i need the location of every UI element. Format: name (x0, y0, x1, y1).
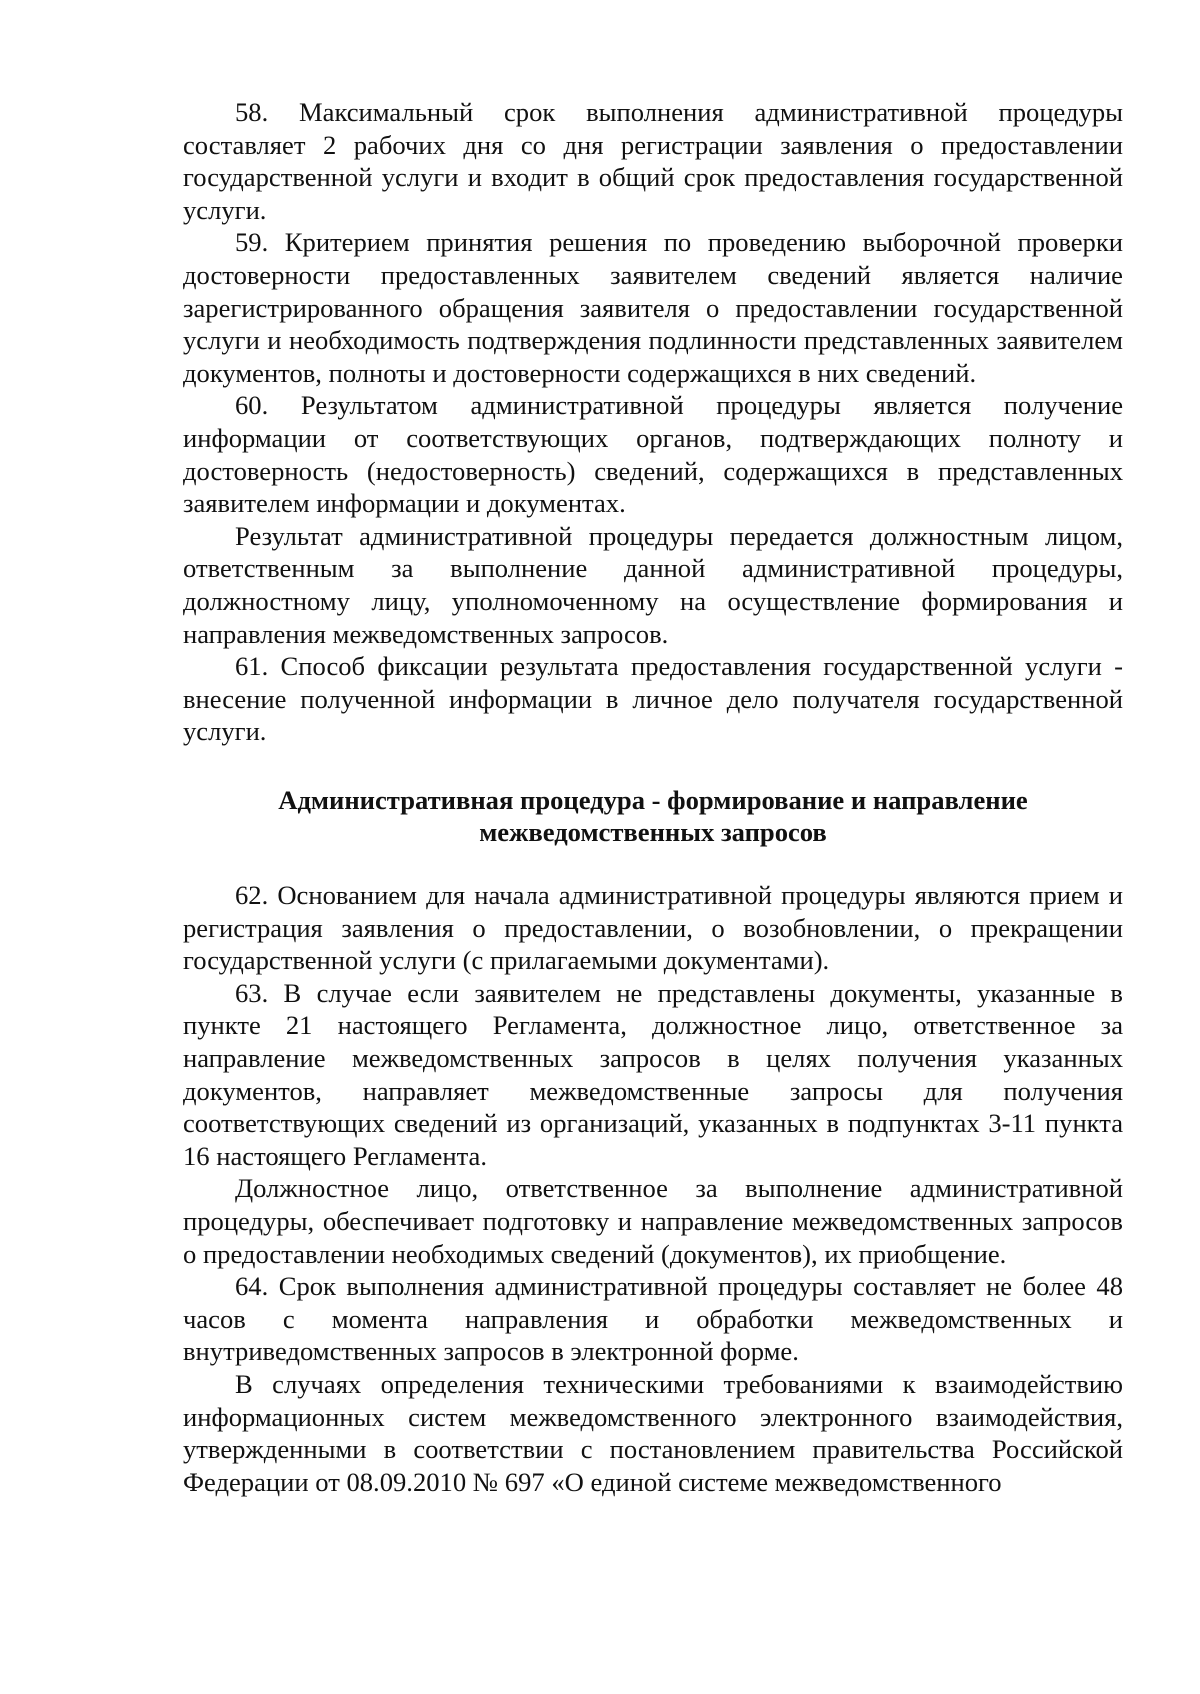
paragraph-62: 62. Основанием для начала административной процедуры являются прием и регистрация заявления о предоставлении, о возобновлении, о прекращении государственной услуги (с прилагаемыми документами). (183, 880, 1123, 976)
paragraph-59: 59. Критерием принятия решения по проведению выборочной проверки достоверности предоставленных заявителем сведений является наличие зарегистрированного обращения заявителя о предоставлении государственной услуги и необходимость подтверждения подлинности представленных заявителем документов, полноты и достоверности содержащихся в них сведений. (183, 227, 1123, 388)
section-heading-line-1: Административная процедура - формирование и направление (278, 784, 1028, 815)
section-heading (183, 784, 1123, 849)
document-page (183, 96, 1123, 1498)
section-heading-line-2: межведомственных запросов (479, 817, 827, 848)
paragraph-63-official: Должностное лицо, ответственное за выполнение административной процедуры, обеспечивает подготовку и направление межведомственных запросов о предоставлении необходимых сведений (документов), их приобщение. (183, 1173, 1123, 1269)
paragraph-64-cases: В случаях определения техническими требованиями к взаимодействию информационных систем межведомственного электронного взаимодействия, утвержденными в соответствии с постановлением правительства Российской Федерации от 08.09.2010 № 697 «О единой системе межведомственного (183, 1368, 1123, 1497)
paragraph-64: 64. Срок выполнения административной процедуры составляет не более 48 часов с момента направления и обработки межведомственных и внутриведомственных запросов в электронной форме. (183, 1271, 1123, 1367)
paragraph-63: 63. В случае если заявителем не представлены документы, указанные в пункте 21 настоящего Регламента, должностное лицо, ответственное за направление межведомственных запросов в целях получения указанных документов, направляет межведомственные запросы для получения соответствующих сведений из организаций, указанных в подпунктах 3-11 пункта 16 настоящего Регламента. (183, 977, 1123, 1171)
paragraph-58: 58. Максимальный срок выполнения административной процедуры составляет 2 рабочих дня со дня регистрации заявления о предоставлении государственной услуги и входит в общий срок предоставления государственной услуги. (183, 97, 1123, 225)
paragraph-61: 61. Способ фиксации результата предоставления государственной услуги - внесение полученной информации в личное дело получателя государственной услуги. (183, 651, 1123, 747)
section-after-heading (183, 879, 1123, 1498)
paragraph-60: 60. Результатом административной процедуры является получение информации от соответствующих органов, подтверждающих полноту и достоверность (недостоверность) сведений, содержащихся в представленных заявителем информации и документах. (183, 390, 1123, 519)
section-before-heading (183, 96, 1123, 748)
paragraph-60-result: Результат административной процедуры передается должностным лицом, ответственным за выполнение данной административной процедуры, должностному лицу, уполномоченному на осуществление формирования и направления межведомственных запросов. (183, 520, 1123, 649)
